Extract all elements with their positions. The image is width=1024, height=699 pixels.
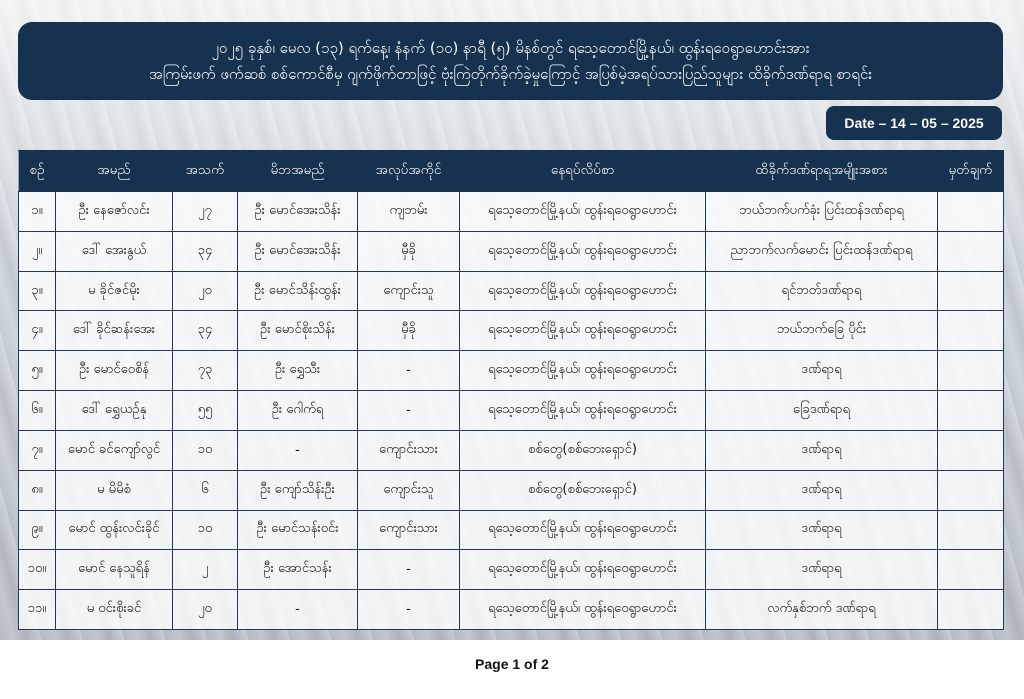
cell-injury: ဒဏ်ရာရ: [706, 550, 938, 590]
cell-no: ၈။: [19, 470, 56, 510]
cell-name: မ ဝင်းစိုးခင်: [56, 590, 173, 630]
cell-no: ၅။: [19, 351, 56, 391]
cell-note: [938, 510, 1004, 550]
cell-job: ကျဘမ်း: [358, 192, 460, 232]
cell-parent: ဦး မောင်သန်းဝင်း: [238, 510, 358, 550]
table-row: [19, 271, 1004, 311]
table-header-row: [19, 151, 1004, 192]
cell-address: ရသေ့တောင်မြို့နယ်၊ ထွန်းရဝေရွာဟောင်း: [460, 351, 706, 391]
page-indicator: Page 1 of 2: [475, 656, 549, 672]
table-row: [19, 510, 1004, 550]
cell-no: ၄။: [19, 311, 56, 351]
cell-injury: ဘယ်ဘက်ပက်ခုံး ပြင်းထန်ဒဏ်ရာရ: [706, 192, 938, 232]
col-header-no: စဉ်: [19, 151, 56, 192]
cell-age: ၅၅: [173, 391, 238, 431]
cell-parent: ဦး မောင်အေးသိန်း: [238, 231, 358, 271]
cell-parent: ဦး ဂေါက်ရ: [238, 391, 358, 431]
cell-note: [938, 550, 1004, 590]
cell-no: ၆။: [19, 391, 56, 431]
cell-note: [938, 430, 1004, 470]
table-row: [19, 192, 1004, 232]
cell-job: -: [358, 590, 460, 630]
col-header-parent: မိဘအမည်: [238, 151, 358, 192]
cell-job: ကျောင်းသူ: [358, 271, 460, 311]
cell-name: မ ခိုင်ဇင်မိုး: [56, 271, 173, 311]
cell-parent: ဦး မောင်စိုးသိန်း: [238, 311, 358, 351]
cell-age: ၂၀: [173, 271, 238, 311]
cell-job: ကျောင်းသား: [358, 510, 460, 550]
cell-name: ဒေါ် ခိုင်ဆန်းအေး: [56, 311, 173, 351]
col-header-note: မှတ်ချက်: [938, 151, 1004, 192]
cell-note: [938, 391, 1004, 431]
cell-age: ၂၇: [173, 192, 238, 232]
casualty-table: [18, 150, 1004, 630]
table-row: [19, 231, 1004, 271]
cell-address: ရသေ့တောင်မြို့နယ်၊ ထွန်းရဝေရွာဟောင်း: [460, 271, 706, 311]
cell-address: ရသေ့တောင်မြို့နယ်၊ ထွန်းရဝေရွာဟောင်း: [460, 510, 706, 550]
cell-parent: -: [238, 590, 358, 630]
cell-injury: ဒဏ်ရာရ: [706, 510, 938, 550]
cell-note: [938, 231, 1004, 271]
cell-note: [938, 590, 1004, 630]
cell-name: ဦး နေဇော်လင်း: [56, 192, 173, 232]
cell-injury: ခြေဒဏ်ရာရ: [706, 391, 938, 431]
cell-injury: ညာဘက်လက်မောင်း ပြင်းထန်ဒဏ်ရာရ: [706, 231, 938, 271]
cell-age: ၁၀: [173, 510, 238, 550]
cell-note: [938, 351, 1004, 391]
cell-age: ၂၀: [173, 590, 238, 630]
cell-address: ရသေ့တောင်မြို့နယ်၊ ထွန်းရဝေရွာဟောင်း: [460, 550, 706, 590]
cell-name: မောင် နေသူရိန်: [56, 550, 173, 590]
cell-note: [938, 470, 1004, 510]
table-row: [19, 311, 1004, 351]
cell-injury: ဘယ်ဘက်ခြေ ပိုင်း: [706, 311, 938, 351]
col-header-age: အသက်: [173, 151, 238, 192]
table-row: [19, 351, 1004, 391]
cell-parent: ဦး မောင်အေးသိန်း: [238, 192, 358, 232]
cell-address: ရသေ့တောင်မြို့နယ်၊ ထွန်းရဝေရွာဟောင်း: [460, 311, 706, 351]
cell-name: မ မိမိစံ: [56, 470, 173, 510]
date-badge: Date – 14 – 05 – 2025: [826, 106, 1002, 140]
cell-name: မောင် ထွန်းလင်းခိုင်: [56, 510, 173, 550]
cell-injury: ရင်ဘတ်ဒဏ်ရာရ: [706, 271, 938, 311]
cell-job: ကျောင်းသား: [358, 430, 460, 470]
cell-address: စစ်တွေ(စစ်ဘေးရှောင်): [460, 430, 706, 470]
cell-no: ၇။: [19, 430, 56, 470]
table-row: [19, 550, 1004, 590]
cell-job: -: [358, 351, 460, 391]
cell-name: မောင် ခင်ကျော်လွင်: [56, 430, 173, 470]
title-line-2: အကြမ်းဖက် ဖက်ဆစ် စစ်ကောင်စီမှ ဂျက်ဖိုက်တာဖြင့် ဗုံးကြဲတိုက်ခိုက်ခဲ့မှုကြောင့် အပြစ်မဲ့အရပ်သားပြည်သူများ ထိခိုက်ဒဏ်ရာရ စာရင်း: [148, 65, 873, 83]
col-header-injury: ထိခိုက်ဒဏ်ရာရအမျိုးအစား: [706, 151, 938, 192]
cell-job: ကျောင်းသူ: [358, 470, 460, 510]
cell-job: မှီခို: [358, 231, 460, 271]
table-row: [19, 391, 1004, 431]
cell-age: ၇၃: [173, 351, 238, 391]
cell-no: ၁။: [19, 192, 56, 232]
cell-address: ရသေ့တောင်မြို့နယ်၊ ထွန်းရဝေရွာဟောင်း: [460, 192, 706, 232]
title-line-1: ၂၀၂၅ ခုနှစ်၊ မေလ (၁၃) ရက်နေ့၊ နံနက် (၁၀) နာရီ (၅) မိနစ်တွင် ရသေ့တောင်မြို့နယ်၊ ထွန်းရဝေရွာဟောင်းအား: [211, 39, 810, 57]
col-header-name: အမည်: [56, 151, 173, 192]
cell-age: ၂: [173, 550, 238, 590]
cell-parent: ဦး ကျော်သိန်းဦး: [238, 470, 358, 510]
cell-parent: ဦး မောင်သိန်းထွန်း: [238, 271, 358, 311]
cell-no: ၃။: [19, 271, 56, 311]
col-header-job: အလုပ်အကိုင်: [358, 151, 460, 192]
cell-parent: ဦး အောင်သန်း: [238, 550, 358, 590]
cell-name: ဒေါ် အေးနွယ်: [56, 231, 173, 271]
cell-address: ရသေ့တောင်မြို့နယ်၊ ထွန်းရဝေရွာဟောင်း: [460, 590, 706, 630]
cell-injury: ဒဏ်ရာရ: [706, 351, 938, 391]
cell-no: ၁၀။: [19, 550, 56, 590]
table-row: [19, 430, 1004, 470]
cell-parent: -: [238, 430, 358, 470]
cell-no: ၁၁။: [19, 590, 56, 630]
cell-address: ရသေ့တောင်မြို့နယ်၊ ထွန်းရဝေရွာဟောင်း: [460, 391, 706, 431]
table-row: [19, 590, 1004, 630]
cell-note: [938, 311, 1004, 351]
cell-note: [938, 271, 1004, 311]
cell-address: စစ်တွေ(စစ်ဘေးရှောင်): [460, 470, 706, 510]
cell-age: ၃၄: [173, 311, 238, 351]
cell-name: ဒေါ် ရွှေယဉ်နု: [56, 391, 173, 431]
table-row: [19, 470, 1004, 510]
cell-job: -: [358, 391, 460, 431]
cell-address: ရသေ့တောင်မြို့နယ်၊ ထွန်းရဝေရွာဟောင်း: [460, 231, 706, 271]
cell-age: ၁၀: [173, 430, 238, 470]
cell-injury: ဒဏ်ရာရ: [706, 470, 938, 510]
cell-injury: လက်နှစ်ဘက် ဒဏ်ရာရ: [706, 590, 938, 630]
cell-job: -: [358, 550, 460, 590]
cell-note: [938, 192, 1004, 232]
cell-parent: ဦး ရွှေသီး: [238, 351, 358, 391]
cell-no: ၉။: [19, 510, 56, 550]
report-title-banner: [18, 22, 1003, 100]
cell-no: ၂။: [19, 231, 56, 271]
cell-age: ၃၄: [173, 231, 238, 271]
cell-age: ၆: [173, 470, 238, 510]
col-header-address: နေရပ်လိပ်စာ: [460, 151, 706, 192]
cell-name: ဦး မောင်ဝေစိန်: [56, 351, 173, 391]
cell-job: မှီခို: [358, 311, 460, 351]
cell-injury: ဒဏ်ရာရ: [706, 430, 938, 470]
